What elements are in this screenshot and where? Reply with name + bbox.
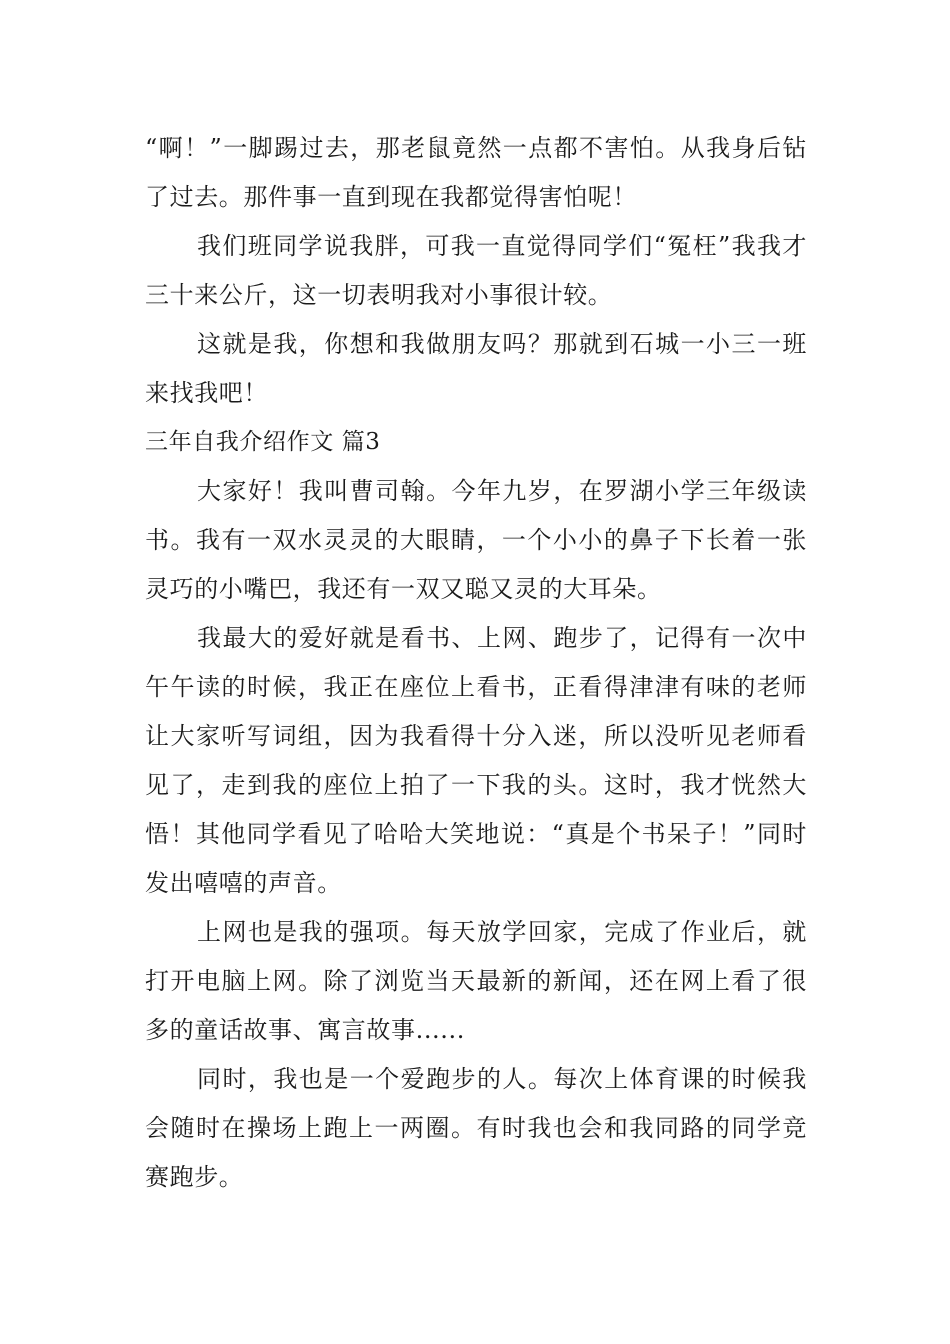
paragraph: 这就是我，你想和我做朋友吗？那就到石城一小三一班来找我吧！ — [145, 330, 807, 407]
section-heading: 三年自我介绍作文 篇3 — [145, 429, 381, 455]
paragraph: “啊！”一脚踢过去，那老鼠竟然一点都不害怕。从我身后钻了过去。那件事一直到现在我都觉得害怕呢！ — [145, 134, 807, 211]
paragraph: 上网也是我的强项。每天放学回家，完成了作业后，就打开电脑上网。除了浏览当天最新的新闻，还在网上看了很多的童话故事、寓言故事...... — [145, 918, 807, 1044]
paragraph: 我最大的爱好就是看书、上网、跑步了，记得有一次中午午读的时候，我正在座位上看书，正看得津津有味的老师让大家听写词组，因为我看得十分入迷，所以没听见老师看见了，走到我的座位上拍了一下我的头。这时，我才恍然大悟！其他同学看见了哈哈大笑地说：“真是个书呆子！”同时发出嘻嘻的声音。 — [145, 624, 807, 897]
paragraph: 大家好！我叫曹司翰。今年九岁，在罗湖小学三年级读书。我有一双水灵灵的大眼睛，一个小小的鼻子下长着一张灵巧的小嘴巴，我还有一双又聪又灵的大耳朵。 — [145, 477, 807, 603]
paragraph: 同时，我也是一个爱跑步的人。每次上体育课的时候我会随时在操场上跑上一两圈。有时我也会和我同路的同学竞赛跑步。 — [145, 1065, 807, 1191]
document-body — [145, 124, 807, 1202]
paragraph: 我们班同学说我胖，可我一直觉得同学们“冤枉”我我才三十来公斤，这一切表明我对小事很计较。 — [145, 232, 807, 309]
